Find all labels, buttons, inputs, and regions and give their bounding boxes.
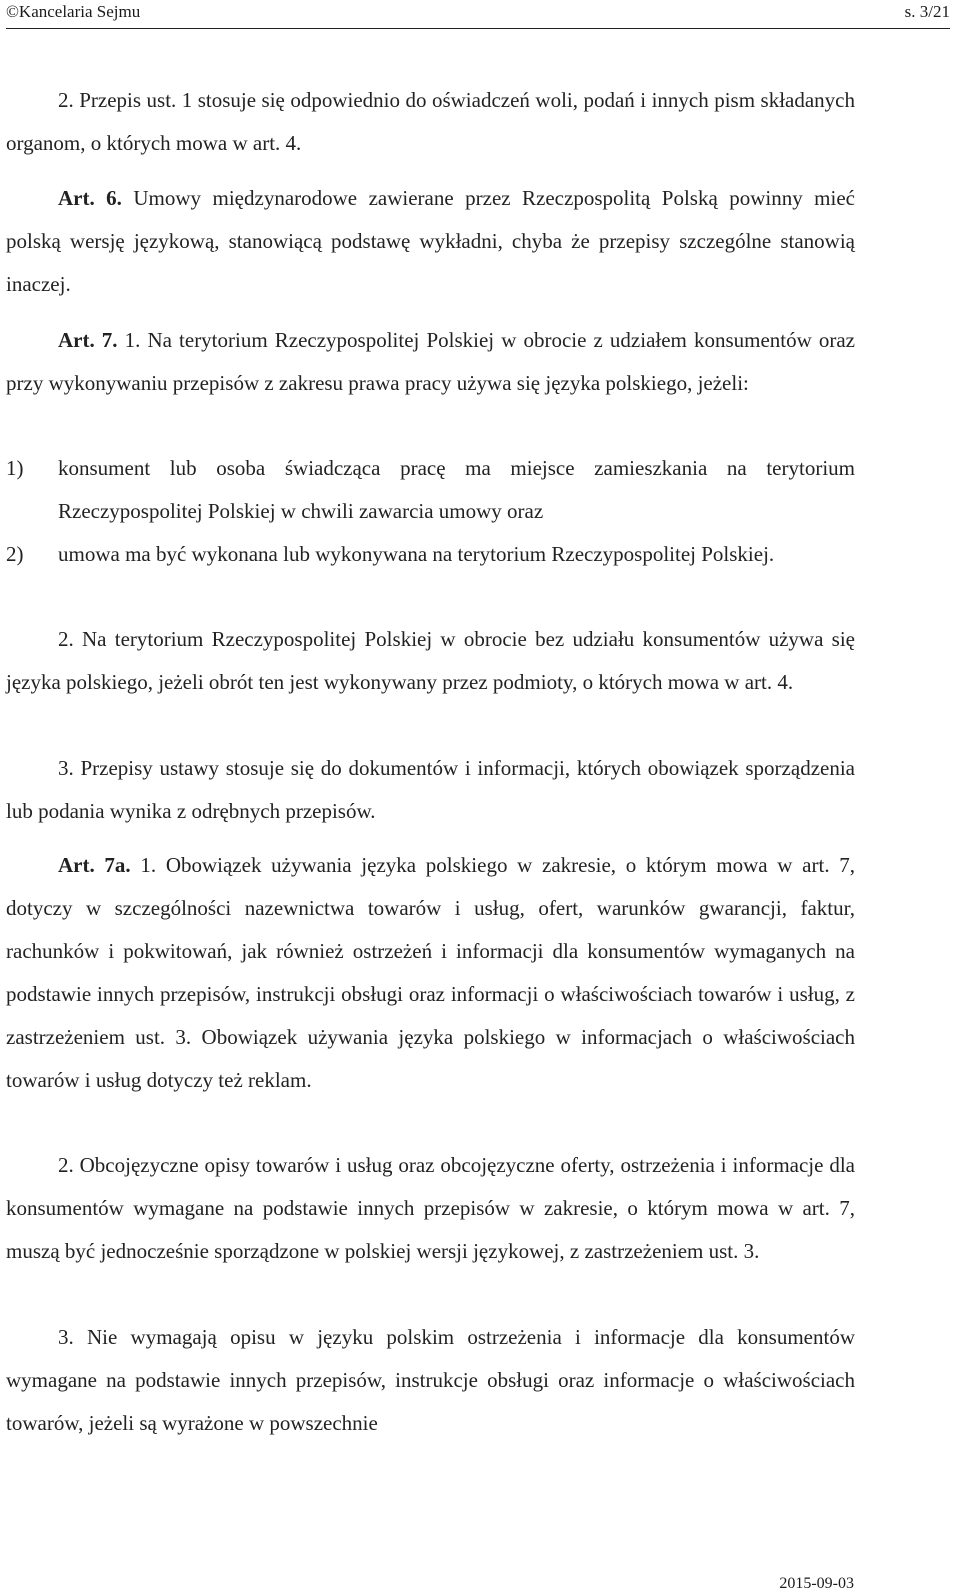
art5-paragraph-2: 2. Przepis ust. 1 stosuje się odpowiednio do oświadczeń woli, podań i innych pism składanych organom, o których mowa w art. 4.: [6, 88, 855, 155]
art7-item-1-text: konsument lub osoba świadcząca pracę ma miejsce zamieszkania na terytorium Rzeczypospolitej Polskiej w chwili zawarcia umowy oraz: [58, 456, 855, 523]
art7a-paragraph-3: 3. Nie wymagają opisu w języku polskim ostrzeżenia i informacje dla konsumentów wymagane na podstawie innych przepisów, instrukcje obsługi oraz informacje o właściwościach towarów, jeżeli są wyrażone w powszechnie: [6, 1325, 855, 1435]
header-publisher: ©Kancelaria Sejmu: [6, 2, 141, 21]
header-page-number: s. 3/21: [904, 2, 950, 21]
page-header: [6, 0, 950, 29]
art7-paragraph-3: 3. Przepisy ustawy stosuje się do dokumentów i informacji, których obowiązek sporządzenia lub podania wynika z odrębnych przepisów.: [6, 756, 855, 823]
footer-date: 2015-09-03: [779, 1575, 854, 1592]
art6-paragraph: [6, 177, 855, 306]
art7-paragraph-1: [6, 319, 855, 405]
art7-item-2-text: umowa ma być wykonana lub wykonywana na terytorium Rzeczypospolitej Polskiej.: [58, 542, 775, 566]
art7-item-2-number: 2): [6, 542, 24, 566]
art7-item-1-number: 1): [6, 456, 24, 480]
art7-label: Art. 7.: [58, 328, 118, 352]
art6-label: Art. 6.: [58, 186, 122, 210]
art6-text: Umowy międzynarodowe zawierane przez Rzeczpospolitą Polską powinny mieć polską wersję językową, stanowiącą podstawę wykładni, chyba że przepisy szczególne stanowią inaczej.: [6, 186, 855, 296]
art7a-label: Art. 7a.: [58, 853, 131, 877]
art7-paragraph-2: 2. Na terytorium Rzeczypospolitej Polskiej w obrocie bez udziału konsumentów używa się języka polskiego, jeżeli obrót ten jest wykonywany przez podmioty, o których mowa w art. 4.: [6, 627, 855, 694]
art7a-paragraph-1: [6, 844, 855, 1102]
art7-text: 1. Na terytorium Rzeczypospolitej Polskiej w obrocie z udziałem konsumentów oraz przy wykonywaniu przepisów z zakresu prawa pracy używa się języka polskiego, jeżeli:: [6, 328, 855, 395]
art7a-text: 1. Obowiązek używania języka polskiego w zakresie, o którym mowa w art. 7, dotyczy w szczególności nazewnictwa towarów i usług, ofert, warunków gwarancji, faktur, rachunków i pokwitowań, jak również ostrzeżeń i informacji dla konsumentów wymaganych na podstawie innych przepisów, instrukcji obsługi oraz informacji o właściwościach towarów i usług, z zastrzeżeniem ust. 3. Obowiązek używania języka polskiego w informacjach o właściwościach towarów i usług dotyczy też reklam.: [6, 853, 856, 1092]
art7a-paragraph-2: 2. Obcojęzyczne opisy towarów i usług oraz obcojęzyczne oferty, ostrzeżenia i informacje dla konsumentów wymagane na podstawie innych przepisów w zakresie, o którym mowa w art. 7, muszą być jednocześnie sporządzone w polskiej wersji językowej, z zastrzeżeniem ust. 3.: [6, 1153, 855, 1263]
